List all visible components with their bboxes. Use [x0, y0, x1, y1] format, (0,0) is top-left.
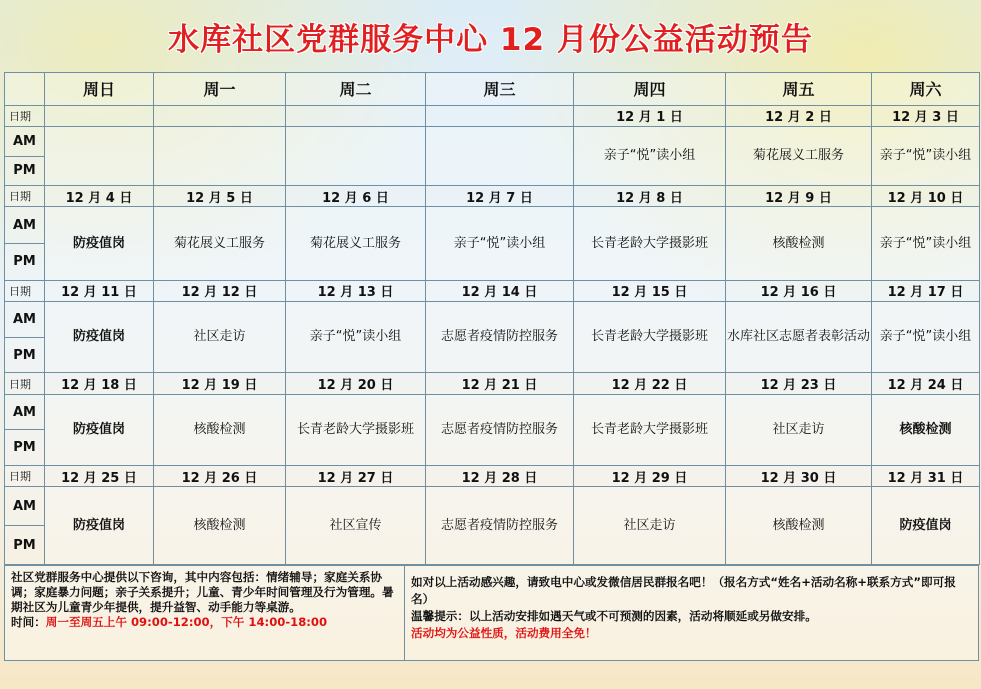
date-cell — [45, 105, 154, 126]
date-cell: 12 月 9 日 — [726, 186, 872, 207]
date-cell: 12 月 3 日 — [872, 105, 980, 126]
date-cell: 12 月 20 日 — [286, 373, 426, 394]
activity-cell: 防疫值岗 — [45, 394, 154, 465]
date-row — [5, 466, 980, 487]
date-row — [5, 105, 980, 126]
activity-cell: 长青老龄大学摄影班 — [574, 394, 726, 465]
weekday-header: 周三 — [426, 73, 574, 106]
date-row — [5, 280, 980, 301]
date-cell — [154, 105, 286, 126]
am-label: AM — [5, 487, 45, 526]
weekday-header: 周五 — [726, 73, 872, 106]
date-cell: 12 月 12 日 — [154, 280, 286, 301]
date-cell: 12 月 27 日 — [286, 466, 426, 487]
activity-cell: 核酸检测 — [726, 487, 872, 565]
date-cell: 12 月 4 日 — [45, 186, 154, 207]
weekday-header: 周一 — [154, 73, 286, 106]
notice-text: 温馨提示：以上活动安排如遇天气或不可预测的因素，活动将顺延或另做安排。 — [411, 609, 817, 623]
activity-cell: 社区走访 — [726, 394, 872, 465]
am-label: AM — [5, 126, 45, 156]
activity-cell: 核酸检测 — [154, 394, 286, 465]
services-info — [5, 566, 405, 660]
date-cell: 12 月 30 日 — [726, 466, 872, 487]
activity-cell: 核酸检测 — [154, 487, 286, 565]
am-row — [5, 487, 980, 526]
signup-text: 如对以上活动感兴趣，请致电中心或发微信居民群报名吧！（报名方式“姓名+活动名称+联系方式”即可报名） — [411, 575, 956, 606]
activity-cell: 长青老龄大学摄影班 — [574, 302, 726, 373]
date-cell: 12 月 5 日 — [154, 186, 286, 207]
date-cell: 12 月 19 日 — [154, 373, 286, 394]
activity-cell: 亲子“悦”读小组 — [872, 207, 980, 280]
activity-cell: 防疫值岗 — [45, 207, 154, 280]
corner-cell — [5, 73, 45, 106]
date-cell: 12 月 26 日 — [154, 466, 286, 487]
weekday-header: 周二 — [286, 73, 426, 106]
activity-cell: 核酸检测 — [872, 394, 980, 465]
date-row-label: 日期 — [5, 280, 45, 301]
activity-cell: 社区走访 — [154, 302, 286, 373]
am-label: AM — [5, 207, 45, 244]
services-text: 社区党群服务中心提供以下咨询，其中内容包括：情绪辅导；家庭关系协调；家庭暴力问题；亲子关系提升；儿童、青少年时间管理及行为管理。暑期社区为儿童青少年提供，提升益智、动手能力等桌游。 — [11, 570, 394, 614]
free-notice: 活动均为公益性质，活动费用全免！ — [411, 626, 597, 640]
time-label: 时间： — [11, 615, 46, 629]
am-row — [5, 126, 980, 156]
activity-cell: 防疫值岗 — [45, 302, 154, 373]
date-cell: 12 月 10 日 — [872, 186, 980, 207]
date-cell: 12 月 28 日 — [426, 466, 574, 487]
activity-cell: 志愿者疫情防控服务 — [426, 487, 574, 565]
date-row — [5, 186, 980, 207]
activity-cell — [426, 126, 574, 185]
activity-cell: 长青老龄大学摄影班 — [574, 207, 726, 280]
date-cell: 12 月 18 日 — [45, 373, 154, 394]
date-row-label: 日期 — [5, 186, 45, 207]
service-hours: 周一至周五上午 09:00-12:00，下午 14:00-18:00 — [45, 615, 328, 629]
date-cell: 12 月 8 日 — [574, 186, 726, 207]
weekday-header: 周六 — [872, 73, 980, 106]
am-label: AM — [5, 394, 45, 430]
am-label: AM — [5, 302, 45, 338]
signup-info — [405, 566, 978, 660]
activity-cell: 亲子“悦”读小组 — [872, 126, 980, 185]
date-cell: 12 月 1 日 — [574, 105, 726, 126]
date-cell: 12 月 16 日 — [726, 280, 872, 301]
schedule-table — [4, 72, 980, 565]
activity-cell: 菊花展义工服务 — [726, 126, 872, 185]
activity-cell — [286, 126, 426, 185]
activity-cell: 亲子“悦”读小组 — [872, 302, 980, 373]
date-cell — [426, 105, 574, 126]
info-footer — [4, 565, 979, 661]
activity-cell: 防疫值岗 — [45, 487, 154, 565]
date-cell: 12 月 6 日 — [286, 186, 426, 207]
date-cell: 12 月 2 日 — [726, 105, 872, 126]
pm-label: PM — [5, 156, 45, 186]
activity-cell: 亲子“悦”读小组 — [426, 207, 574, 280]
date-cell: 12 月 13 日 — [286, 280, 426, 301]
pm-label: PM — [5, 430, 45, 466]
activity-cell: 志愿者疫情防控服务 — [426, 394, 574, 465]
activity-cell: 志愿者疫情防控服务 — [426, 302, 574, 373]
date-cell: 12 月 14 日 — [426, 280, 574, 301]
pm-label: PM — [5, 244, 45, 281]
weekday-header: 周日 — [45, 73, 154, 106]
date-cell: 12 月 21 日 — [426, 373, 574, 394]
activity-cell: 核酸检测 — [726, 207, 872, 280]
date-cell: 12 月 11 日 — [45, 280, 154, 301]
weekday-header-row — [5, 73, 980, 106]
date-row-label: 日期 — [5, 466, 45, 487]
activity-cell: 社区走访 — [574, 487, 726, 565]
date-cell — [286, 105, 426, 126]
date-cell: 12 月 31 日 — [872, 466, 980, 487]
activity-cell — [45, 126, 154, 185]
am-row — [5, 394, 980, 430]
weekday-header: 周四 — [574, 73, 726, 106]
activity-cell: 长青老龄大学摄影班 — [286, 394, 426, 465]
am-row — [5, 302, 980, 338]
date-cell: 12 月 17 日 — [872, 280, 980, 301]
pm-label: PM — [5, 526, 45, 565]
activity-cell: 水库社区志愿者表彰活动 — [726, 302, 872, 373]
activity-cell — [154, 126, 286, 185]
date-cell: 12 月 24 日 — [872, 373, 980, 394]
date-cell: 12 月 22 日 — [574, 373, 726, 394]
activity-cell: 亲子“悦”读小组 — [574, 126, 726, 185]
date-cell: 12 月 23 日 — [726, 373, 872, 394]
activity-cell: 菊花展义工服务 — [154, 207, 286, 280]
date-row-label: 日期 — [5, 373, 45, 394]
date-row-label: 日期 — [5, 105, 45, 126]
date-cell: 12 月 7 日 — [426, 186, 574, 207]
page-title: 水库社区党群服务中心 12 月份公益活动预告 — [168, 22, 813, 58]
date-cell: 12 月 29 日 — [574, 466, 726, 487]
date-row — [5, 373, 980, 394]
activity-cell: 亲子“悦”读小组 — [286, 302, 426, 373]
am-row — [5, 207, 980, 244]
activity-cell: 社区宣传 — [286, 487, 426, 565]
date-cell: 12 月 15 日 — [574, 280, 726, 301]
activity-cell: 菊花展义工服务 — [286, 207, 426, 280]
pm-label: PM — [5, 337, 45, 373]
activity-cell: 防疫值岗 — [872, 487, 980, 565]
date-cell: 12 月 25 日 — [45, 466, 154, 487]
